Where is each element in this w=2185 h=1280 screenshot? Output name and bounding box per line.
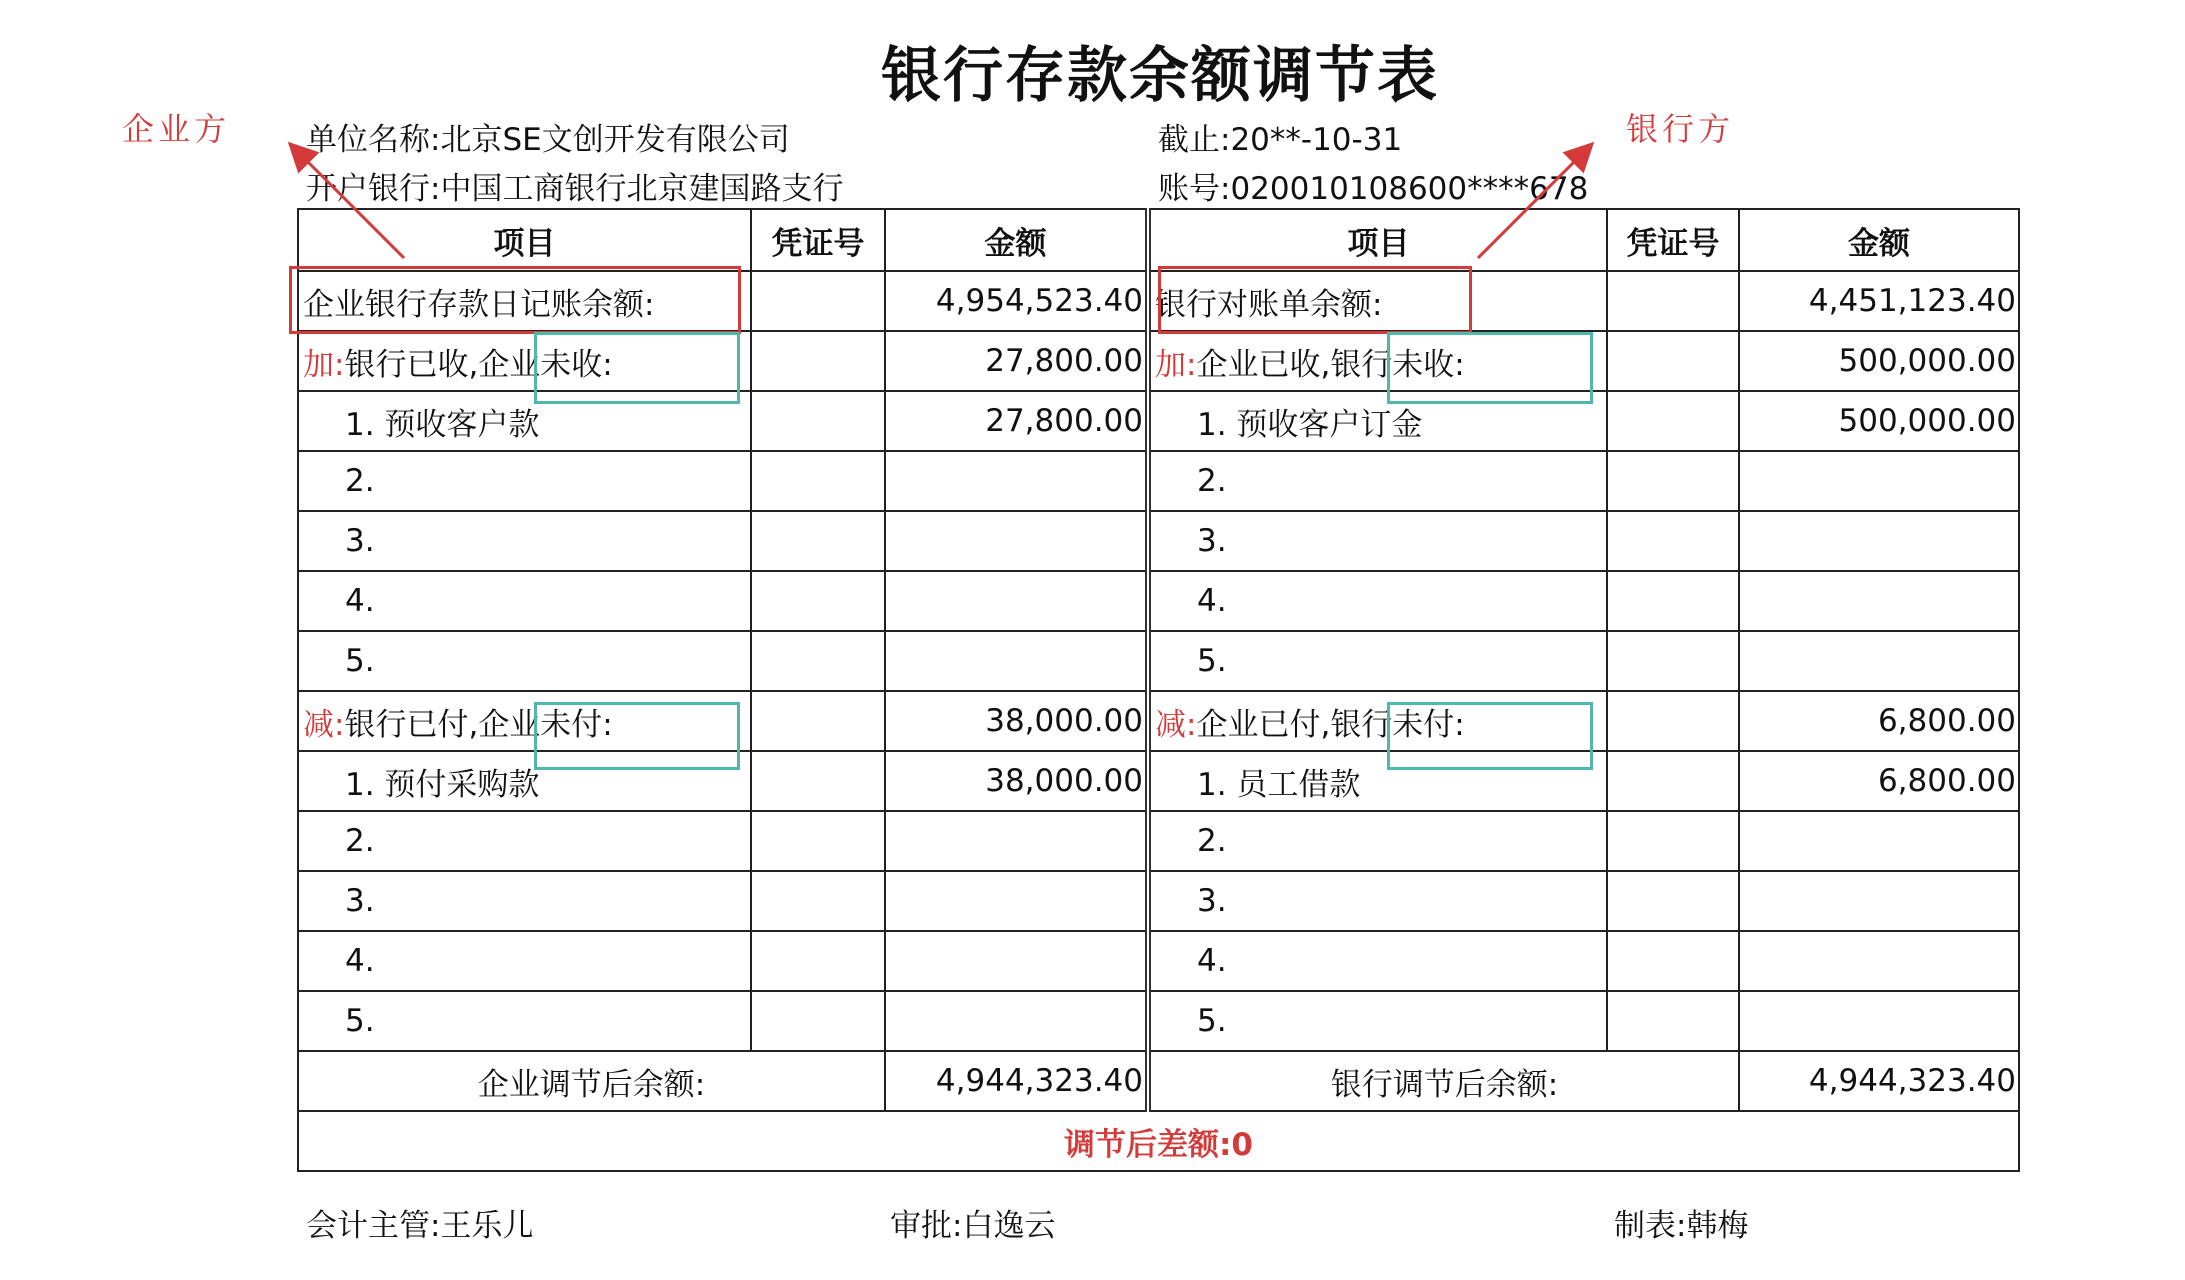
col-voucher: 凭证号 xyxy=(751,209,885,271)
annotation-enterprise-side: 企业方 xyxy=(122,110,231,148)
right-item-label: 3. xyxy=(1148,871,1607,931)
col-item: 项目 xyxy=(1148,209,1607,271)
right-sub-label: 减:企业已付,银行未付: xyxy=(1148,691,1607,751)
right-item-label: 4. xyxy=(1148,571,1607,631)
left-item-label: 5. xyxy=(298,991,751,1051)
left-balance: 4,954,523.40 xyxy=(885,271,1148,331)
right-add-label: 加:企业已收,银行未收: xyxy=(1148,331,1607,391)
left-balance-label: 企业银行存款日记账余额: xyxy=(298,271,751,331)
left-item-label: 5. xyxy=(298,631,751,691)
right-item-amount: 500,000.00 xyxy=(1739,391,2019,451)
account-line: 账号:020010108600****678 xyxy=(1158,171,1589,207)
right-item-label: 4. xyxy=(1148,931,1607,991)
right-adjusted: 4,944,323.40 xyxy=(1739,1051,2019,1111)
col-amount: 金额 xyxy=(885,209,1148,271)
left-item-amount: 38,000.00 xyxy=(885,751,1148,811)
company-line: 单位名称:北京SE文创开发有限公司 xyxy=(306,122,790,158)
right-item-label: 1. 预收客户订金 xyxy=(1148,391,1607,451)
footer-supervisor: 会计主管:王乐儿 xyxy=(306,1208,534,1244)
difference: 调节后差额:0 xyxy=(298,1111,2019,1171)
left-sub-total: 38,000.00 xyxy=(885,691,1148,751)
arrow-icon xyxy=(1478,146,1590,258)
left-item-amount: 27,800.00 xyxy=(885,391,1148,451)
left-item-label: 2. xyxy=(298,451,751,511)
col-voucher: 凭证号 xyxy=(1607,209,1739,271)
bank-line: 开户银行:中国工商银行北京建国路支行 xyxy=(306,171,844,207)
right-sub-total: 6,800.00 xyxy=(1739,691,2019,751)
left-item-label: 4. xyxy=(298,931,751,991)
footer-preparer: 制表:韩梅 xyxy=(1614,1208,1749,1244)
arrow-icon xyxy=(292,146,404,258)
right-adjusted-label: 银行调节后余额: xyxy=(1148,1051,1739,1111)
date-line: 截止:20**-10-31 xyxy=(1158,122,1403,158)
left-item-label: 3. xyxy=(298,871,751,931)
left-item-label: 3. xyxy=(298,511,751,571)
left-add-label: 加:银行已收,企业未收: xyxy=(298,331,751,391)
right-item-label: 5. xyxy=(1148,631,1607,691)
left-item-label: 4. xyxy=(298,571,751,631)
right-item-label: 2. xyxy=(1148,811,1607,871)
left-item-label: 1. 预收客户款 xyxy=(298,391,751,451)
right-item-label: 2. xyxy=(1148,451,1607,511)
left-item-label: 1. 预付采购款 xyxy=(298,751,751,811)
col-item: 项目 xyxy=(298,209,751,271)
annotation-bank-side: 银行方 xyxy=(1626,110,1735,148)
page-title: 银行存款余额调节表 xyxy=(881,41,1439,111)
left-item-label: 2. xyxy=(298,811,751,871)
left-sub-label: 减:银行已付,企业未付: xyxy=(298,691,751,751)
right-balance-label: 银行对账单余额: xyxy=(1148,271,1607,331)
right-item-label: 5. xyxy=(1148,991,1607,1051)
right-item-label: 3. xyxy=(1148,511,1607,571)
right-balance: 4,451,123.40 xyxy=(1739,271,2019,331)
right-add-total: 500,000.00 xyxy=(1739,331,2019,391)
footer-approver: 审批:白逸云 xyxy=(890,1208,1056,1244)
col-amount: 金额 xyxy=(1739,209,2019,271)
right-item-label: 1. 员工借款 xyxy=(1148,751,1607,811)
right-item-amount: 6,800.00 xyxy=(1739,751,2019,811)
left-add-total: 27,800.00 xyxy=(885,331,1148,391)
left-adjusted: 4,944,323.40 xyxy=(885,1051,1148,1111)
left-adjusted-label: 企业调节后余额: xyxy=(298,1051,885,1111)
